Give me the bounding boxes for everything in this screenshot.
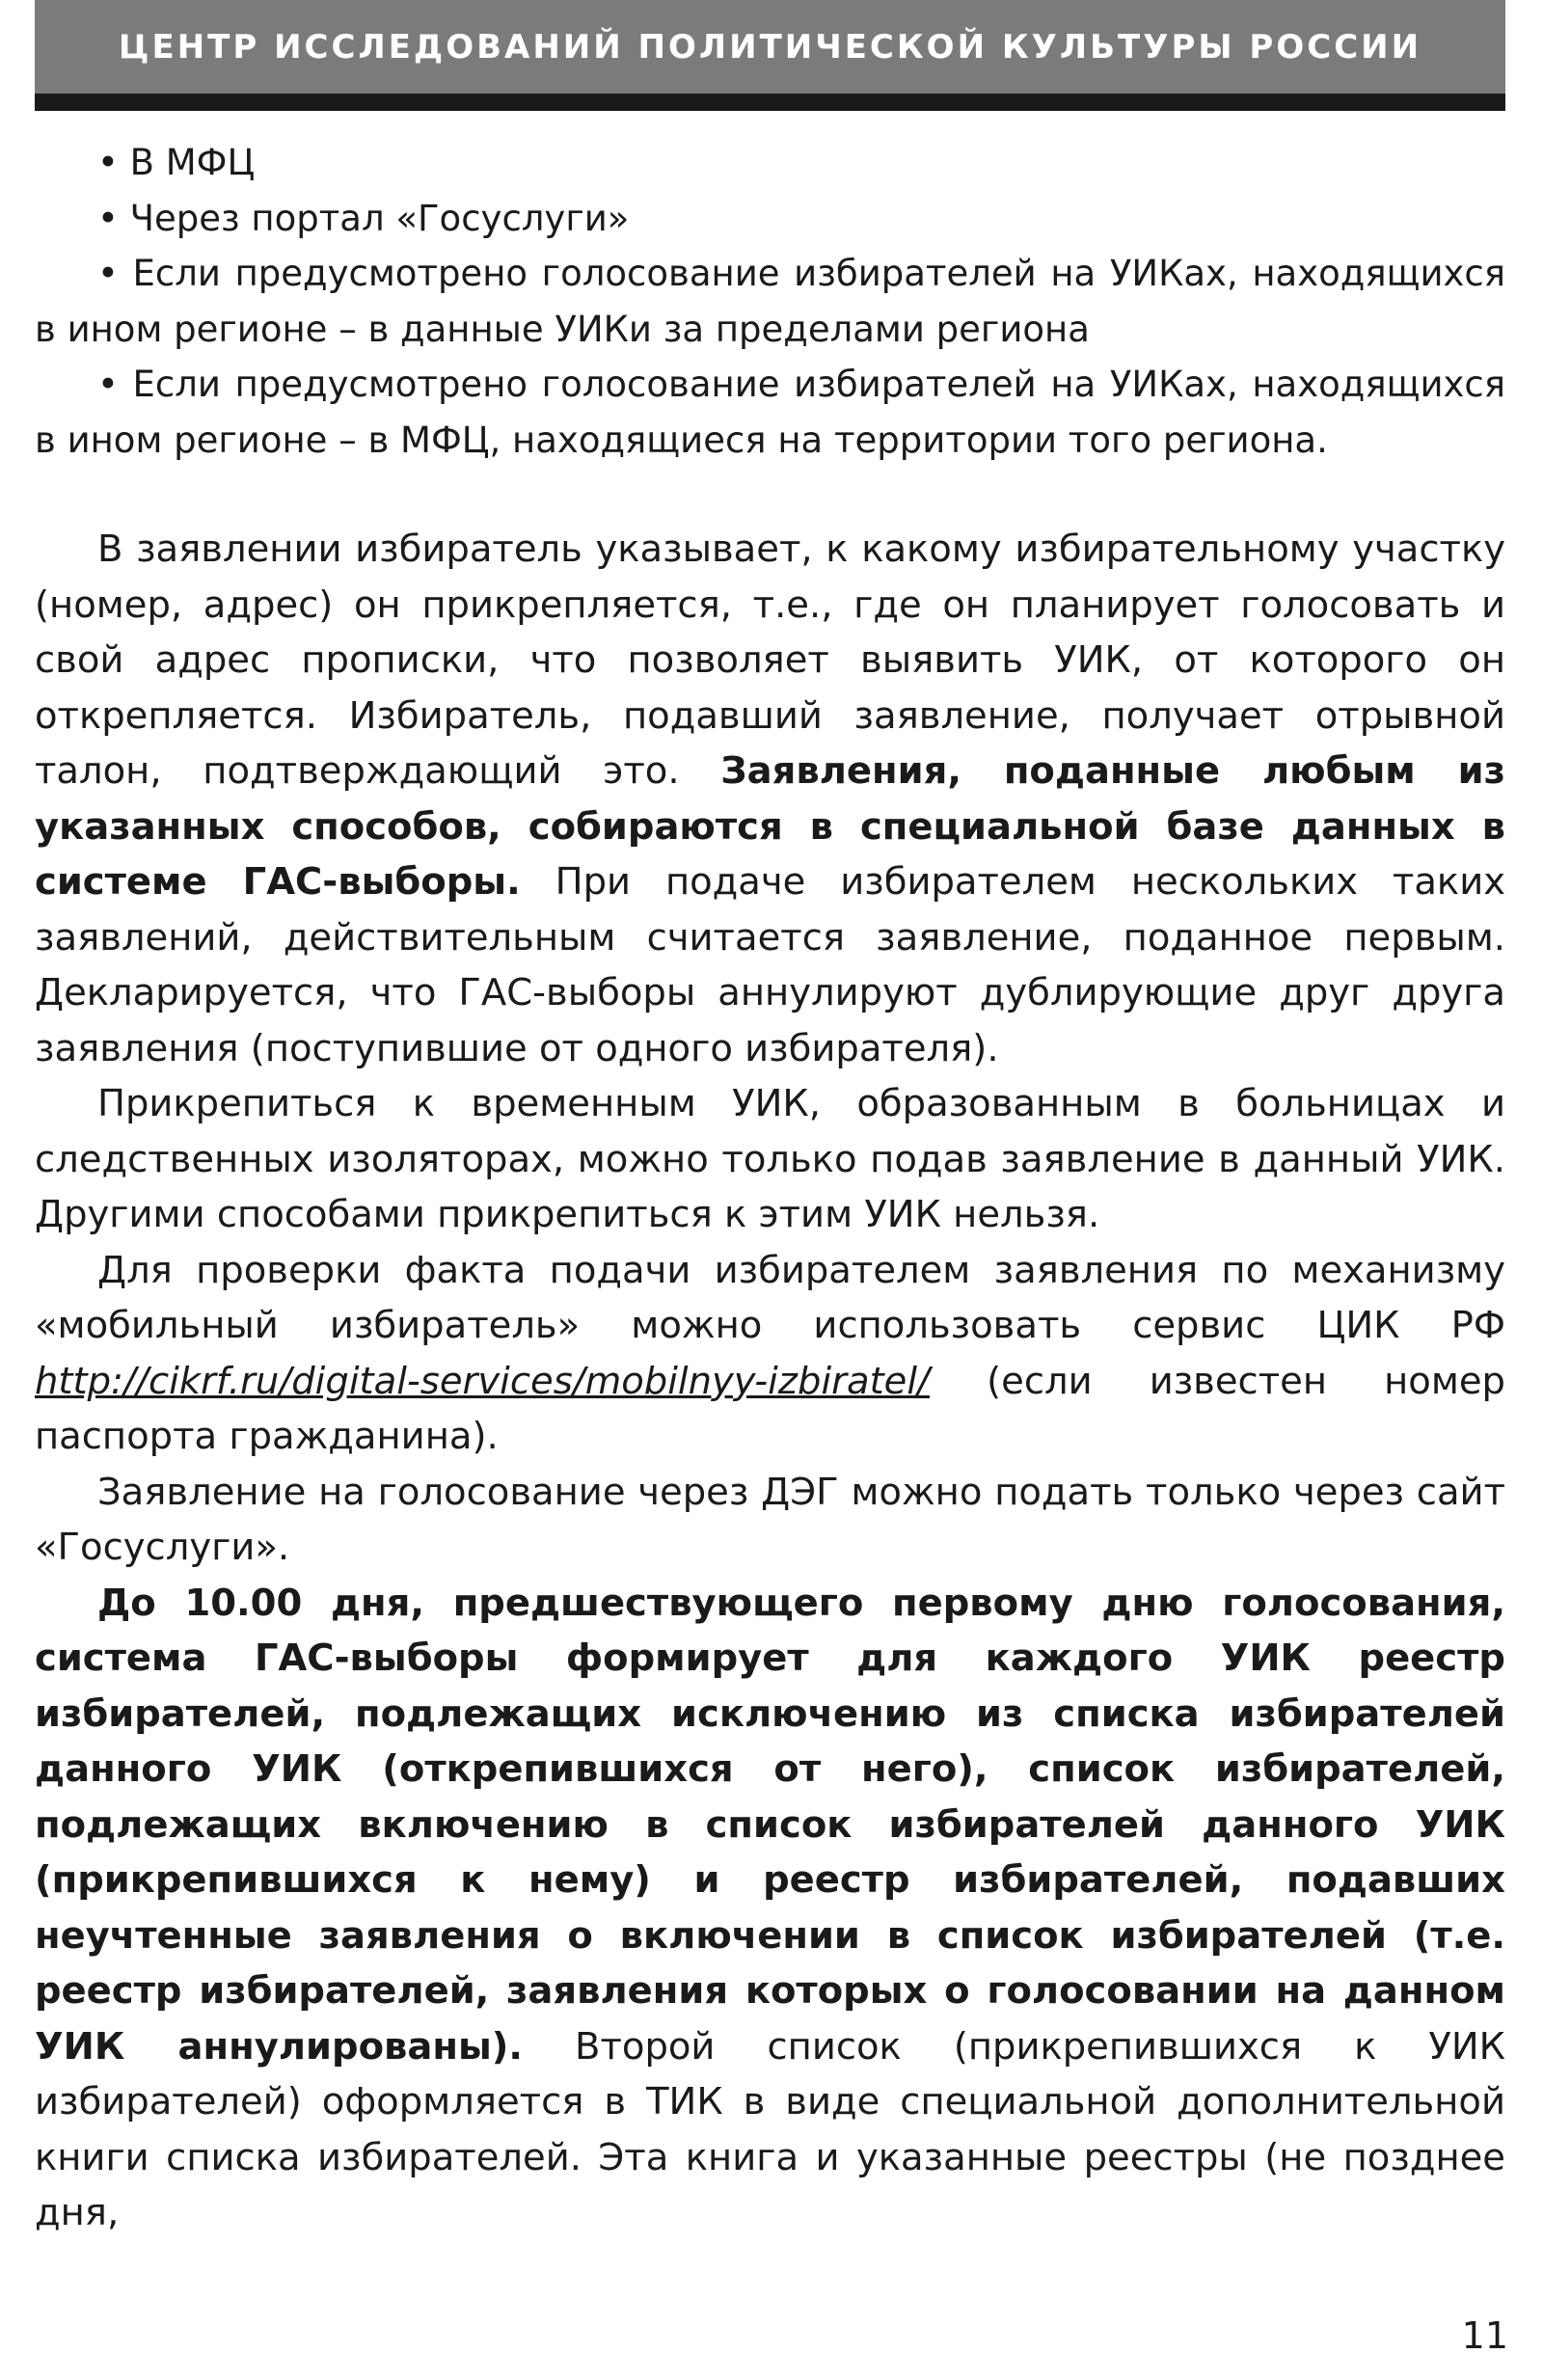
paragraph-deg: Заявление на голосование через ДЭГ можно подать только через сайт «Госуслуги». [35, 1470, 1505, 1569]
paragraph-text: При подаче избирателем нескольких таких заявлений, действительным считается заявление, поданное первым. Декларируется, что ГАС-выборы аннулируют дублирующие друг друга заявления (поступившие от одного избирателя). [35, 860, 1505, 1070]
list-item-text: Если предусмотрено голосование избирателей на УИКах, находящихся в ином регионе – в данные УИКи за пределами региона [35, 253, 1506, 350]
paragraph-verification [35, 1243, 1505, 1465]
paragraph-text: (если известен номер паспорта гражданина). [35, 1359, 1505, 1458]
list-item [35, 135, 1505, 191]
page-body [35, 135, 1505, 2241]
list-item [35, 357, 1505, 468]
list-item [35, 191, 1505, 247]
cikrf-link[interactable]: http://cikrf.ru/digital-services/mobilnyy-izbiratel/ [35, 1359, 931, 1403]
bullet-list [35, 135, 1505, 468]
bullet-icon: • [97, 197, 119, 239]
list-item [35, 246, 1505, 357]
paragraph-emphasis: До 10.00 дня, предшествующего первому дню голосования, система ГАС-выборы формирует для каждого УИК реестр избирателей, подлежащих исключению из списка избирателей данного УИК (открепившихся от него), список избирателей, подлежащих включению в список избирателей данного УИК (прикрепившихся к нему) и реестр избирателей, подавших неучтенные заявления о включении в список избирателей (т.е. реестр избирателей, заявления которых о голосовании на данном УИК аннулированы). [35, 1581, 1505, 2069]
paragraph-temporary-uik: Прикрепиться к временным УИК, образованным в больницах и следственных изоляторах, можно только подав заявление в данный УИК. Другими способами прикрепиться к этим УИК нельзя. [35, 1082, 1505, 1236]
paragraph-emphasis: Заявления, поданные любым из указанных способов, собираются в специальной базе данных в системе ГАС-выборы. [35, 749, 1505, 904]
paragraph-text: Второй список (прикрепившихся к УИК избирателей) оформляется в ТИК в виде специальной дополнительной книги списка избирателей. Эта книга и указанные реестры (не позднее дня, [35, 2024, 1506, 2234]
list-item-text: Через портал «Госуслуги» [129, 197, 630, 239]
bullet-icon: • [97, 142, 119, 183]
list-item-text: В МФЦ [129, 142, 256, 183]
paragraph-application [35, 522, 1505, 1076]
page-number: 11 [1461, 2314, 1508, 2357]
section-gap [35, 468, 1505, 522]
paragraph-text: В заявлении избиратель указывает, к какому избирательному участку (номер, адрес) он прикрепляется, т.е., где он планирует голосовать и свой адрес прописки, что позволяет выявить УИК, от которого он открепляется. Избиратель, подавший заявление, получает отрывной талон, подтверждающий это. [35, 527, 1505, 793]
bullet-icon: • [97, 364, 119, 405]
paragraph-registers [35, 1576, 1505, 2241]
paragraph-text: Для проверки факта подачи избирателем заявления по механизму «мобильный избиратель» можно использовать сервис ЦИК РФ [35, 1248, 1505, 1347]
running-header-title: ЦЕНТР ИССЛЕДОВАНИЙ ПОЛИТИЧЕСКОЙ КУЛЬТУРЫ РОССИИ [118, 27, 1422, 67]
list-item-text: Если предусмотрено голосование избирателей на УИКах, находящихся в ином регионе – в МФЦ, находящиеся на территории того региона. [35, 364, 1506, 461]
header-divider [35, 94, 1505, 111]
running-header [35, 0, 1505, 94]
bullet-icon: • [97, 253, 119, 294]
